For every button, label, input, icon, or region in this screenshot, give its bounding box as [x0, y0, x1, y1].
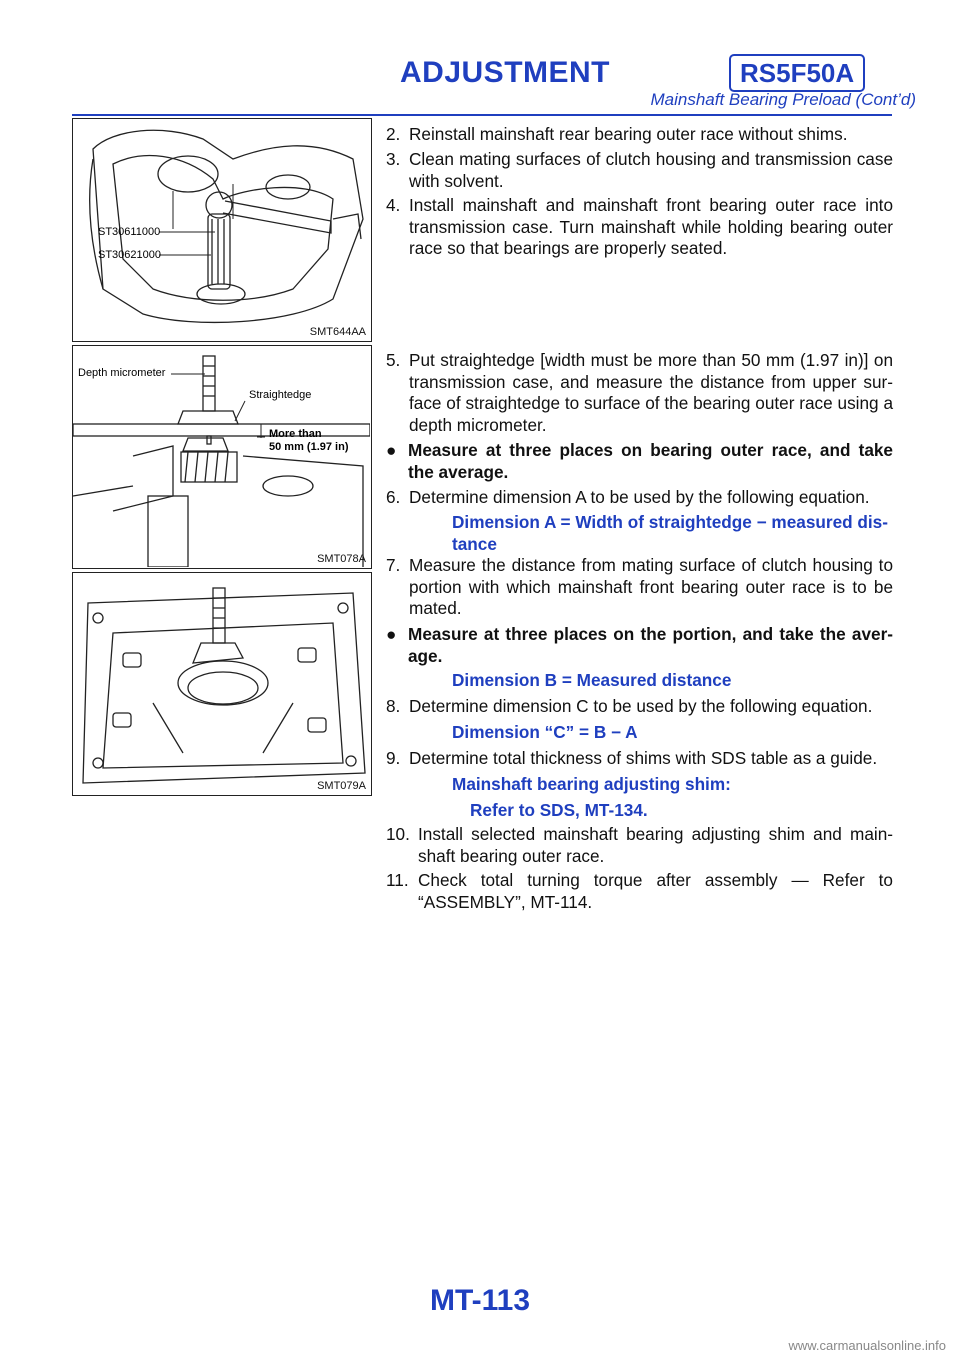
straightedge-label: Straightedge [249, 389, 312, 401]
tool-label-2: ST30621000 [98, 249, 161, 261]
depth-micrometer-illustration [73, 346, 370, 567]
tool-label-1: ST30611000 [98, 226, 161, 238]
model-badge: RS5F50A [729, 54, 865, 92]
step-10: 10. Install selected mainshaft bearing adjusting shim and main- shaft bearing outer race. [386, 824, 893, 866]
step-6: 6. Determine dimension A to be used by the following equation. [386, 487, 870, 507]
step-11: 11. Check total turning torque after assembly — Refer to “ASSEMBLY”, MT-114. [386, 870, 893, 912]
step-2: 2. Reinstall mainshaft rear bearing outer race without shims. [386, 124, 848, 144]
figure-caption: SMT079A [317, 780, 366, 792]
watermark-site: www.carmanualsonline.info [788, 1338, 946, 1353]
header-rule [72, 114, 892, 116]
step-7: 7. Measure the distance from mating surface of clutch housing to portion with which mainshaft front bearing outer race is to be mated. [386, 555, 893, 618]
shim-spec-ref: Refer to SDS, MT-134. [470, 800, 648, 820]
micrometer-label: Depth micrometer [78, 367, 166, 379]
step-9: 9. Determine total thickness of shims with SDS table as a guide. [386, 748, 878, 768]
page-number: MT-113 [429, 1284, 531, 1317]
figure-smt644aa [72, 118, 372, 342]
width-label-1: More than [269, 428, 322, 440]
equation-a: Dimension A = Width of straightedge − measured dis- tance [452, 512, 888, 554]
step-3: 3. Clean mating surfaces of clutch housing and transmission case with solvent. [386, 149, 893, 191]
figure-caption: SMT078A [317, 553, 366, 565]
width-label-2: 50 mm (1.97 in) [269, 441, 349, 453]
page-header [0, 0, 960, 110]
section-subtitle: Mainshaft Bearing Preload (Cont’d) [650, 90, 916, 109]
section-title: ADJUSTMENT [400, 56, 611, 89]
step-5: 5. Put straightedge [width must be more than 50 mm (1.97 in)] on transmission case, and measure the distance from upper sur- face of straightedge to surface of the bearing outer race using a depth micrometer. [386, 350, 893, 435]
figure-smt079a [72, 572, 372, 796]
bullet-1: ● Measure at three places on bearing outer race, and take the average. [386, 440, 893, 482]
step-8: 8. Determine dimension C to be used by the following equation. [386, 696, 873, 716]
transmission-case-illustration [73, 119, 370, 340]
figure-caption: SMT644AA [309, 326, 366, 338]
step-4: 4. Install mainshaft and mainshaft front bearing outer race into transmission case. Turn mainshaft while holding bearing outer race so that bearings are properly seated. [386, 195, 893, 258]
equation-b: Dimension B = Measured distance [452, 670, 732, 690]
shim-spec-title: Mainshaft bearing adjusting shim: [452, 774, 731, 794]
figure-smt078a [72, 345, 372, 569]
equation-c: Dimension “C” = B − A [452, 722, 638, 742]
bullet-2: ● Measure at three places on the portion, and take the aver- age. [386, 624, 893, 666]
clutch-housing-illustration [73, 573, 370, 794]
